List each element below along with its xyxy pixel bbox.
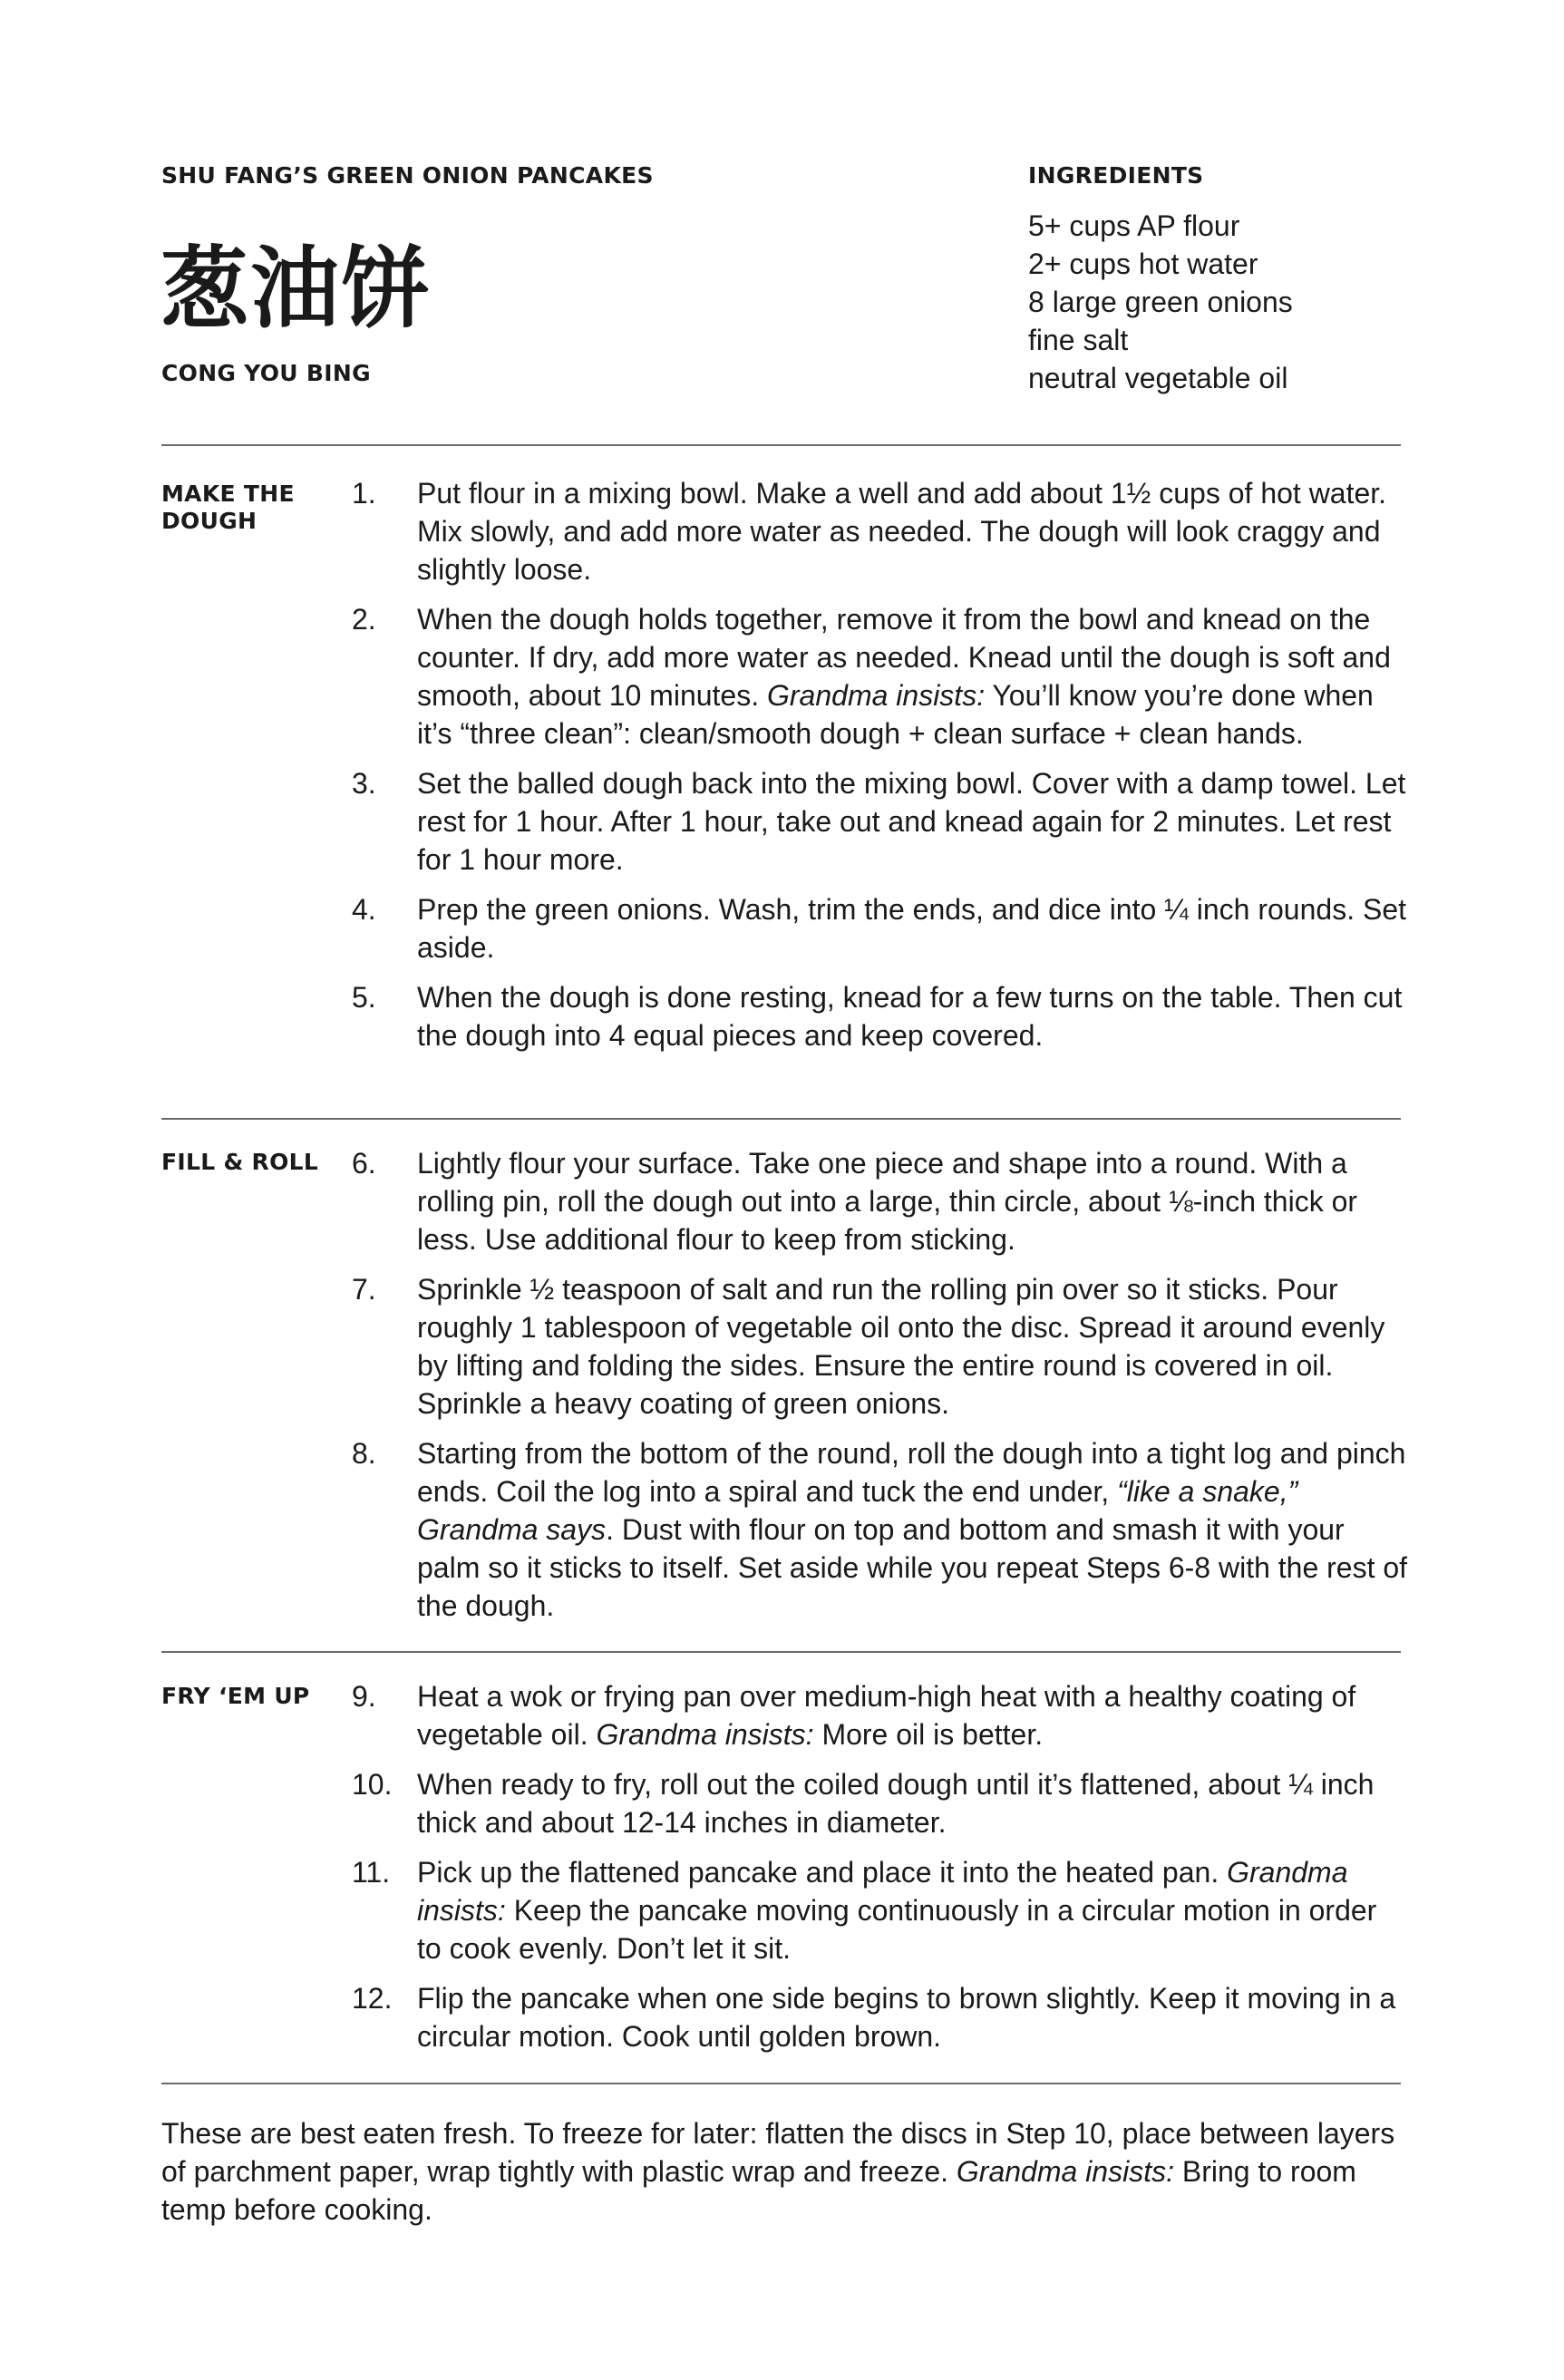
step-text: Heat a wok or frying pan over medium-high heat with a healthy coating of vegetable oil. Grandma insists: More oil is better. (417, 1680, 1356, 1751)
step-number: 4. (352, 893, 376, 926)
step-text: Prep the green onions. Wash, trim the ends, and dice into ¼ inch rounds. Set aside. (417, 893, 1406, 964)
step-number: 11. (352, 1856, 391, 1889)
section-label-fill-roll: FILL & ROLL (161, 1149, 319, 1175)
ingredients-block (1028, 162, 1409, 397)
step-item (352, 890, 1408, 967)
step-text: Starting from the bottom of the round, roll the dough into a tight log and pinch ends. Coil the log into a spiral and tuck the end under, “like a snake,” Grandma says. Dust with flour on top and bottom and smash it with your palm so it sticks to itself. Set aside while you repeat Steps 6-8 with the rest of the dough. (417, 1437, 1408, 1622)
step-number: 2. (352, 603, 376, 636)
ingredient-item: neutral vegetable oil (1028, 362, 1288, 394)
chinese-title: 葱油饼 (160, 238, 432, 341)
step-item (352, 1270, 1408, 1423)
step-text: Set the balled dough back into the mixing bowl. Cover with a damp towel. Let rest for 1 hour. After 1 hour, take out and knead again for 2 minutes. Let rest for 1 hour more. (417, 767, 1406, 876)
ingredient-item: 5+ cups AP flour (1028, 209, 1240, 242)
ingredients-list (1028, 207, 1409, 397)
steps-fry (352, 1677, 1408, 2067)
section-label-fry: FRY ‘EM UP (161, 1683, 310, 1709)
step-item (352, 600, 1408, 753)
step-text: Pick up the flattened pancake and place it into the heated pan. Grandma insists: Keep the pancake moving continuously in a circular motion in order to cook evenly. Don’t let it sit. (417, 1856, 1377, 1965)
step-number: 12. (352, 1982, 393, 2015)
step-item (352, 764, 1408, 879)
footer-note: These are best eaten fresh. To freeze for later: flatten the discs in Step 10, place between layers of parchment paper, wrap tightly with plastic wrap and freeze. Grandma insists: Bring to room temp before cooking. (161, 2117, 1395, 2226)
step-item (352, 978, 1408, 1054)
divider-rule (161, 2083, 1401, 2084)
step-text: Sprinkle ½ teaspoon of salt and run the rolling pin over so it sticks. Pour roughly 1 tablespoon of vegetable oil onto the disc. Spread it around evenly by lifting and folding the sides. Ensure the entire round is covered in oil. Sprinkle a heavy coating of green onions. (417, 1273, 1385, 1420)
step-item (352, 1979, 1408, 2055)
step-text: When the dough holds together, remove it from the bowl and knead on the counter. If dry, add more water as needed. Knead until the dough is soft and smooth, about 10 minutes. Grandma insists: You’ll know you’re done when it’s “three clean”: clean/smooth dough + clean surface + clean hands. (417, 603, 1391, 750)
step-text: When ready to fry, roll out the coiled dough until it’s flattened, about ¼ inch thick and about 12-14 inches in diameter. (417, 1768, 1375, 1839)
steps-make-dough (352, 474, 1408, 1066)
ingredients-heading: INGREDIENTS (1028, 162, 1204, 189)
step-item (352, 1765, 1408, 1841)
step-number: 7. (352, 1273, 376, 1306)
ingredient-item: fine salt (1028, 324, 1129, 356)
step-item (352, 474, 1408, 588)
pinyin-title: CONG YOU BING (161, 360, 371, 386)
step-item (352, 1434, 1408, 1625)
recipe-title: SHU FANG’S GREEN ONION PANCAKES (161, 162, 654, 189)
step-item (352, 1853, 1408, 1967)
divider-rule (161, 1651, 1401, 1653)
step-text: When the dough is done resting, knead for a few turns on the table. Then cut the dough into 4 equal pieces and keep covered. (417, 981, 1403, 1052)
step-number: 9. (352, 1680, 376, 1713)
step-number: 3. (352, 767, 376, 800)
step-text: Flip the pancake when one side begins to brown slightly. Keep it moving in a circular motion. Cook until golden brown. (417, 1982, 1396, 2053)
step-number: 10. (352, 1768, 393, 1801)
step-number: 6. (352, 1147, 376, 1180)
section-label-make-dough: MAKE THE DOUGH (161, 481, 295, 534)
divider-rule (161, 1118, 1401, 1120)
steps-fill-roll (352, 1144, 1408, 1637)
step-item (352, 1144, 1408, 1258)
ingredient-item: 8 large green onions (1028, 286, 1293, 318)
divider-rule (161, 444, 1401, 446)
step-text: Put flour in a mixing bowl. Make a well and add about 1½ cups of hot water. Mix slowly, and add more water as needed. The dough will look craggy and slightly loose. (417, 477, 1387, 586)
step-item (352, 1677, 1408, 1753)
ingredient-item: 2+ cups hot water (1028, 248, 1258, 280)
step-number: 1. (352, 477, 376, 510)
step-number: 8. (352, 1437, 376, 1470)
step-text: Lightly flour your surface. Take one piece and shape into a round. With a rolling pin, roll the dough out into a large, thin circle, about ⅛-inch thick or less. Use additional flour to keep from sticking. (417, 1147, 1358, 1256)
step-number: 5. (352, 981, 376, 1014)
